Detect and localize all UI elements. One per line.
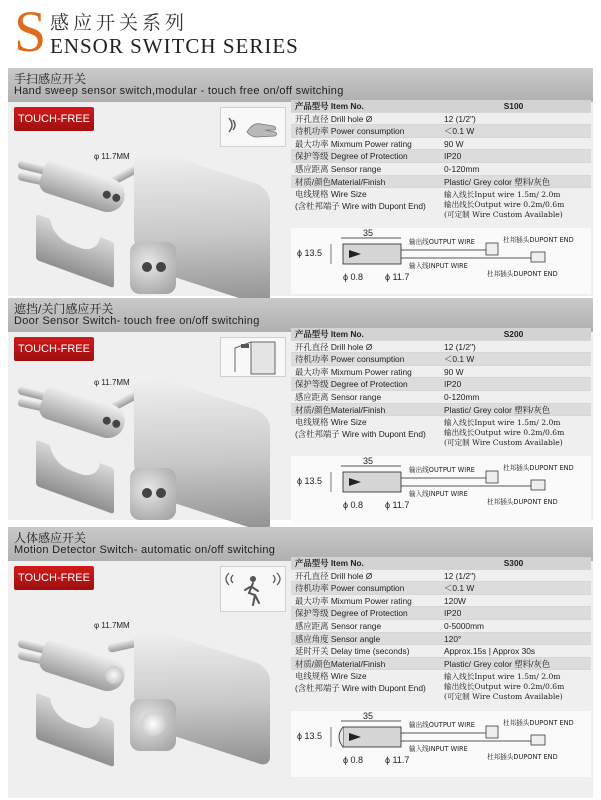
spec-value: IP20: [444, 151, 462, 162]
wire-value-line: 输入线长Input wire 1.5m/ 2.0m: [444, 418, 561, 428]
spec-row: [291, 341, 591, 354]
length-dimension: 35: [363, 228, 374, 238]
sensor-eye: [111, 419, 121, 429]
wire-value: [436, 670, 591, 702]
spec-row: [291, 404, 591, 417]
sensor-eye: [102, 416, 112, 426]
diameter-label: φ 11.7MM: [94, 152, 130, 161]
dimension-diagram: [291, 711, 591, 777]
pir-lens: [141, 712, 165, 736]
spec-row: [291, 658, 591, 671]
spec-label: 产品型号 Item No.: [295, 329, 364, 339]
dupont-end-label: 杜邦插头DUPONT END: [503, 464, 574, 472]
section-header: [8, 527, 593, 561]
pir-lens: [102, 664, 125, 687]
dupont-end-label: 杜邦插头DUPONT END: [503, 719, 574, 727]
sensor-eye: [142, 262, 152, 272]
product-illustration: [28, 372, 278, 542]
length-dimension: 35: [363, 711, 374, 721]
spec-row: [291, 125, 591, 138]
output-wire-label: 输出线OUTPUT WIRE: [409, 238, 475, 246]
spec-value: 90 W: [444, 366, 464, 377]
wire-label-line: 电线规格 Wire Size: [295, 417, 367, 428]
wire-label-line: (含杜邦端子 Wire with Dupont End): [295, 429, 426, 440]
brand-initial: S: [14, 0, 47, 64]
section-title-cn: 遮挡/关门感应开关: [14, 302, 114, 316]
output-wire-label: 输出线OUTPUT WIRE: [409, 466, 475, 474]
diameter-label: φ 11.7MM: [94, 378, 130, 387]
spec-label: 待机功率 Power consumption: [295, 583, 405, 594]
length-dimension: 35: [363, 456, 374, 466]
sensor-module: [37, 158, 129, 217]
touch-free-badge: TOUCH-FREE: [14, 107, 94, 131]
spec-value: 120°: [444, 633, 462, 644]
spec-label: 最大功率 Mixmum Power rating: [295, 595, 412, 606]
spec-row: [291, 645, 591, 658]
spec-value: 0-120mm: [444, 163, 480, 174]
pin-dimension: ϕ 0.8: [343, 500, 364, 510]
spec-label: 感应距离 Sensor range: [295, 391, 382, 402]
wire-label-line: 电线规格 Wire Size: [295, 189, 367, 200]
diameter-dimension: ϕ 13.5: [297, 476, 323, 486]
section-body: [8, 329, 593, 520]
sensor-module: [37, 384, 129, 443]
body-dimension: ϕ 11.7: [385, 755, 410, 765]
spec-row: [291, 582, 591, 595]
output-wire-label: 输出线OUTPUT WIRE: [409, 721, 475, 729]
wire-spec-row: [291, 416, 591, 448]
wire-value-line: (可定制 Wire Custom Available): [444, 438, 563, 448]
door-sensor-icon: [220, 337, 286, 377]
spec-row: [291, 366, 591, 379]
product-illustration: [28, 146, 278, 316]
spec-label: 感应距离 Sensor range: [295, 620, 382, 631]
spec-label: 最大功率 Mixmum Power rating: [295, 366, 412, 377]
mounting-clip: [36, 693, 114, 767]
dimension-diagram: [291, 228, 591, 294]
spec-value: Approx.15s | Approx 30s: [444, 646, 536, 657]
section-header: [8, 298, 593, 332]
spec-value: ＜0.1 W: [444, 126, 475, 137]
spec-header-row: [291, 328, 591, 341]
input-wire-label: 输入线INPUT WIRE: [409, 745, 468, 753]
item-number: S300: [503, 558, 524, 568]
spec-value: Plastic/ Grey color 塑料/灰色: [444, 176, 551, 187]
spec-row: [291, 378, 591, 391]
spec-label: 保护等级 Degree of Protection: [295, 608, 408, 619]
section-header: [8, 68, 593, 102]
spec-value: 0-5000mm: [444, 620, 485, 631]
spec-label: 开孔直径 Drill hole Ø: [295, 341, 373, 352]
section-title-en: Hand sweep sensor switch,modular - touch free on/off switching: [14, 85, 344, 97]
page-title-cn: 感应开关系列: [50, 12, 189, 34]
wire-spec-row: [291, 670, 591, 702]
page-title-en: ENSOR SWITCH SERIES: [50, 34, 299, 58]
diameter-dimension: ϕ 13.5: [297, 248, 323, 258]
spec-label: 产品型号 Item No.: [295, 101, 364, 111]
dimension-diagram: [291, 456, 591, 522]
spec-label: 待机功率 Power consumption: [295, 126, 405, 137]
item-number: S200: [503, 329, 524, 339]
input-wire-label: 输入线INPUT WIRE: [409, 262, 468, 270]
sensor-eye: [142, 488, 152, 498]
wire-value: [436, 416, 591, 448]
dupont-end-label: 杜邦插头DUPONT END: [487, 270, 558, 278]
wire-label-line: (含杜邦端子 Wire with Dupont End): [295, 201, 426, 212]
spec-label: 材质/颜色Material/Finish: [295, 176, 386, 187]
section-hand-sweep: [8, 68, 593, 296]
wire-label: [291, 416, 436, 442]
dupont-end-label: 杜邦插头DUPONT END: [503, 236, 574, 244]
wire-value: [436, 188, 591, 220]
wire-label: [291, 188, 436, 214]
section-title-en: Door Sensor Switch- touch free on/off switching: [14, 315, 260, 327]
wire-label-line: (含杜邦端子 Wire with Dupont End): [295, 683, 426, 694]
spec-table: [291, 100, 591, 220]
spec-value: ＜0.1 W: [444, 583, 475, 594]
spec-label: 感应距离 Sensor range: [295, 163, 382, 174]
sensor-eye: [156, 488, 166, 498]
spec-label: 材质/颜色Material/Finish: [295, 404, 386, 415]
wire-value-line: (可定制 Wire Custom Available): [444, 692, 563, 702]
section-title-cn: 人体感应开关: [14, 531, 87, 545]
hand-wave-icon: [220, 107, 286, 147]
diameter-dimension: ϕ 13.5: [297, 731, 323, 741]
sensor-eye: [111, 193, 121, 203]
spec-row: [291, 633, 591, 646]
spec-label: 开孔直径 Drill hole Ø: [295, 570, 373, 581]
wire-value-line: 输出线长Output wire 0.2m/0.6m: [444, 200, 565, 210]
spec-value: ＜0.1 W: [444, 354, 475, 365]
spec-row: [291, 620, 591, 633]
spec-value: 90 W: [444, 138, 464, 149]
spec-label: 开孔直径 Drill hole Ø: [295, 113, 373, 124]
spec-row: [291, 595, 591, 608]
wire-value-line: 输入线长Input wire 1.5m/ 2.0m: [444, 190, 561, 200]
spec-value: 0-120mm: [444, 391, 480, 402]
mounting-clip: [36, 440, 114, 514]
spec-header-row: [291, 557, 591, 570]
spec-row: [291, 353, 591, 366]
section-door-sensor: [8, 298, 593, 520]
body-dimension: ϕ 11.7: [385, 272, 410, 282]
spec-table: [291, 328, 591, 448]
wire-label: [291, 670, 436, 696]
housing-face: [130, 468, 176, 520]
product-illustration: [28, 621, 278, 795]
spec-row: [291, 113, 591, 126]
touch-free-badge: TOUCH-FREE: [14, 566, 94, 590]
spec-value: 120W: [444, 595, 466, 606]
spec-label: 最大功率 Mixmum Power rating: [295, 138, 412, 149]
pin-dimension: ϕ 0.8: [343, 272, 364, 282]
wire-value-line: (可定制 Wire Custom Available): [444, 210, 563, 220]
spec-label: 材质/颜色Material/Finish: [295, 658, 386, 669]
wire-label-line: 电线规格 Wire Size: [295, 671, 367, 682]
item-number: S100: [503, 101, 524, 111]
input-wire-label: 输入线INPUT WIRE: [409, 490, 468, 498]
spec-row: [291, 163, 591, 176]
spec-value: 12 (1/2"): [444, 570, 476, 581]
mounting-clip: [36, 214, 114, 288]
wire-value-line: 输出线长Output wire 0.2m/0.6m: [444, 682, 565, 692]
spec-row: [291, 391, 591, 404]
spec-row: [291, 570, 591, 583]
section-title-cn: 手扫感应开关: [14, 72, 87, 86]
spec-value: Plastic/ Grey color 塑料/灰色: [444, 404, 551, 415]
spec-label: 保护等级 Degree of Protection: [295, 151, 408, 162]
spec-row: [291, 176, 591, 189]
wire-value-line: 输入线长Input wire 1.5m/ 2.0m: [444, 672, 561, 682]
spec-value: 12 (1/2"): [444, 341, 476, 352]
spec-value: IP20: [444, 379, 462, 390]
section-motion-detector: [8, 527, 593, 798]
spec-label: 保护等级 Degree of Protection: [295, 379, 408, 390]
spec-row: [291, 138, 591, 151]
housing-face: [130, 699, 176, 751]
wire-value-line: 输出线长Output wire 0.2m/0.6m: [444, 428, 565, 438]
spec-label: 产品型号 Item No.: [295, 558, 364, 568]
diameter-label: φ 11.7MM: [94, 621, 130, 630]
touch-free-badge: TOUCH-FREE: [14, 337, 94, 361]
spec-table: [291, 557, 591, 702]
spec-row: [291, 607, 591, 620]
spec-value: Plastic/ Grey color 塑料/灰色: [444, 658, 551, 669]
spec-row: [291, 150, 591, 163]
dupont-end-label: 杜邦插头DUPONT END: [487, 498, 558, 506]
sensor-eye: [156, 262, 166, 272]
section-body: [8, 102, 593, 296]
sensor-eye: [102, 190, 112, 200]
dupont-end-label: 杜邦插头DUPONT END: [487, 753, 558, 761]
pin-dimension: ϕ 0.8: [343, 755, 364, 765]
section-body: [8, 558, 593, 798]
wire-spec-row: [291, 188, 591, 220]
spec-header-row: [291, 100, 591, 113]
spec-label: 待机功率 Power consumption: [295, 354, 405, 365]
spec-value: 12 (1/2"): [444, 113, 476, 124]
person-motion-icon: [220, 566, 286, 612]
spec-label: 延时开关 Delay time (seconds): [295, 646, 410, 657]
body-dimension: ϕ 11.7: [385, 500, 410, 510]
spec-value: IP20: [444, 608, 462, 619]
section-title-en: Motion Detector Switch- automatic on/off switching: [14, 544, 276, 556]
spec-label: 感应角度 Sensor angle: [295, 633, 381, 644]
page-header: [0, 0, 601, 64]
housing-face: [130, 242, 176, 294]
